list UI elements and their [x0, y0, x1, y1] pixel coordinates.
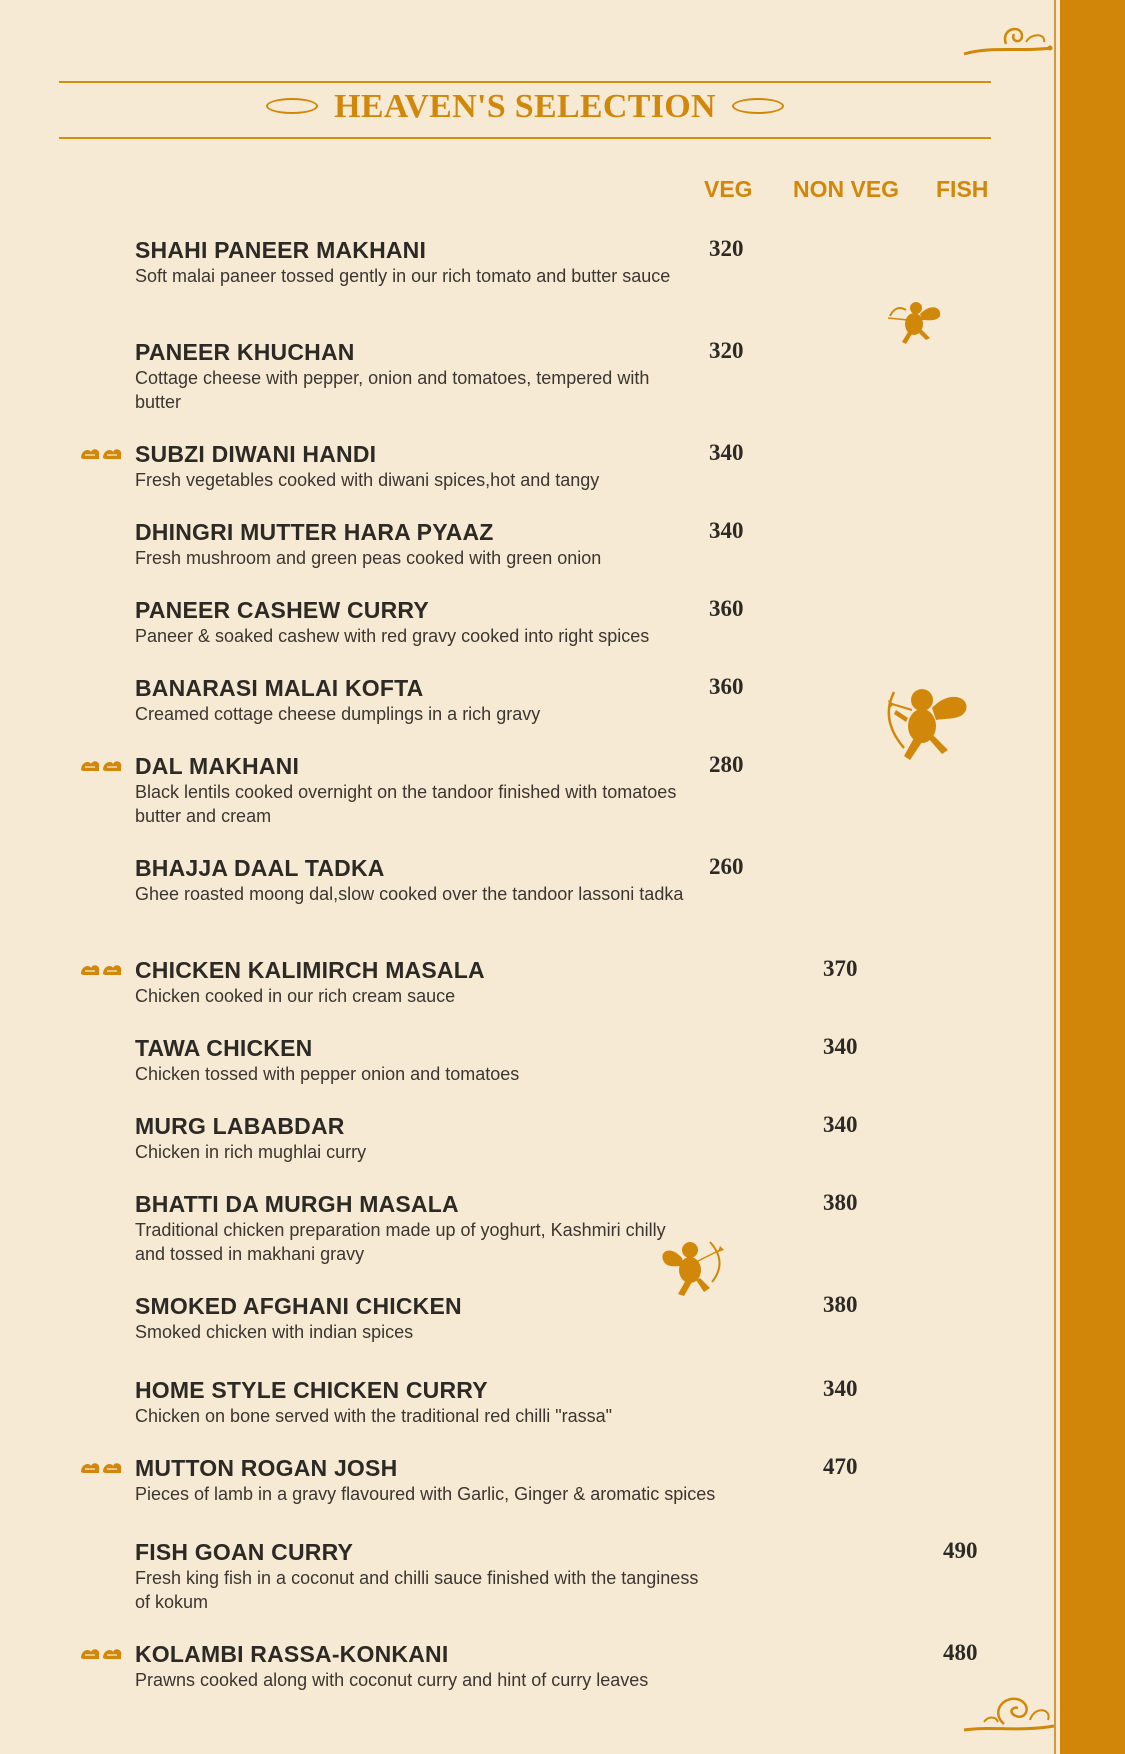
- item-name: BHATTI DA MURGH MASALA: [135, 1191, 459, 1217]
- menu-item: [135, 338, 1015, 414]
- item-price-non-veg: 470: [823, 1454, 858, 1479]
- item-price-non-veg: 340: [823, 1034, 858, 1059]
- item-name: DHINGRI MUTTER HARA PYAAZ: [135, 519, 494, 545]
- item-description: Chicken in rich mughlai curry: [135, 1142, 367, 1162]
- chef-hat-icon: [79, 1646, 125, 1662]
- menu-item: [135, 1112, 1015, 1164]
- item-price-non-veg: 380: [823, 1292, 858, 1317]
- menu-item: [135, 236, 1015, 288]
- menu-item: [135, 596, 1015, 648]
- item-description: Fresh king fish in a coconut and chilli sauce finished with the tanginess of kokum: [135, 1568, 699, 1612]
- item-description: Chicken cooked in our rich cream sauce: [135, 986, 456, 1006]
- menu-item: [135, 1292, 1015, 1344]
- item-price-non-veg: 340: [823, 1376, 858, 1401]
- menu-item: [135, 1034, 1015, 1086]
- item-description: Black lentils cooked overnight on the tandoor finished with tomatoes butter and cream: [135, 782, 677, 826]
- item-description: Creamed cottage cheese dumplings in a rich gravy: [135, 704, 541, 724]
- title-ornament-left: [266, 98, 318, 114]
- header-rule-bottom: [59, 137, 991, 139]
- item-description: Paneer & soaked cashew with red gravy cooked into right spices: [135, 626, 650, 646]
- menu-item: [135, 1454, 1015, 1506]
- item-name: MURG LABABDAR: [135, 1113, 345, 1139]
- item-description: Soft malai paneer tossed gently in our rich tomato and butter sauce: [135, 266, 671, 286]
- cupid-icon: [878, 680, 968, 766]
- item-description: Prawns cooked along with coconut curry and hint of curry leaves: [135, 1670, 649, 1690]
- item-description: Chicken tossed with pepper onion and tomatoes: [135, 1064, 520, 1084]
- item-price-veg: 320: [709, 236, 744, 261]
- border-line: [1054, 0, 1056, 1754]
- title-ornament-right: [732, 98, 784, 114]
- menu-item: [135, 854, 1015, 906]
- cupid-icon: [886, 298, 942, 346]
- item-description: Fresh vegetables cooked with diwani spices,hot and tangy: [135, 470, 600, 490]
- item-price-fish: 480: [943, 1640, 978, 1665]
- menu-item: [135, 1376, 1015, 1428]
- menu-item: [135, 1640, 1015, 1692]
- item-price-non-veg: 370: [823, 956, 858, 981]
- item-price-veg: 280: [709, 752, 744, 777]
- menu-item: [135, 440, 1015, 492]
- item-name: PANEER CASHEW CURRY: [135, 597, 429, 623]
- column-header-fish: FISH: [936, 176, 989, 202]
- menu-item: [135, 518, 1015, 570]
- item-description: Traditional chicken preparation made up of yoghurt, Kashmiri chilly and tossed in makhani gravy: [135, 1220, 666, 1264]
- cupid-icon: [660, 1236, 726, 1300]
- item-description: Smoked chicken with indian spices: [135, 1322, 414, 1342]
- item-name: DAL MAKHANI: [135, 753, 300, 779]
- item-name: CHICKEN KALIMIRCH MASALA: [135, 957, 485, 983]
- item-name: SHAHI PANEER MAKHANI: [135, 237, 427, 263]
- item-price-non-veg: 380: [823, 1190, 858, 1215]
- item-price-veg: 360: [709, 674, 744, 699]
- page-title: [0, 88, 1050, 126]
- title-text: HEAVEN'S SELECTION: [334, 88, 716, 125]
- menu-item: [135, 1190, 1015, 1266]
- item-price-veg: 320: [709, 338, 744, 363]
- side-bar: [1060, 0, 1125, 1754]
- item-price-veg: 340: [709, 518, 744, 543]
- swirl-ornament-top: [960, 18, 1056, 60]
- item-name: BANARASI MALAI KOFTA: [135, 675, 424, 701]
- item-price-veg: 340: [709, 440, 744, 465]
- header-rule-top: [59, 81, 991, 83]
- item-name: BHAJJA DAAL TADKA: [135, 855, 385, 881]
- column-header-veg: VEG: [704, 176, 753, 202]
- chef-hat-icon: [79, 1460, 125, 1476]
- item-price-veg: 260: [709, 854, 744, 879]
- chef-hat-icon: [79, 446, 125, 462]
- item-description: Chicken on bone served with the traditional red chilli "rassa": [135, 1406, 613, 1426]
- item-name: PANEER KHUCHAN: [135, 339, 355, 365]
- menu-item: [135, 956, 1015, 1008]
- item-description: Ghee roasted moong dal,slow cooked over the tandoor lassoni tadka: [135, 884, 684, 904]
- item-name: KOLAMBI RASSA-KONKANI: [135, 1641, 449, 1667]
- item-name: TAWA CHICKEN: [135, 1035, 313, 1061]
- item-name: HOME STYLE CHICKEN CURRY: [135, 1377, 488, 1403]
- item-price-fish: 490: [943, 1538, 978, 1563]
- chef-hat-icon: [79, 758, 125, 774]
- swirl-ornament-bottom: [960, 1686, 1056, 1736]
- item-name: SMOKED AFGHANI CHICKEN: [135, 1293, 462, 1319]
- item-description: Cottage cheese with pepper, onion and tomatoes, tempered with butter: [135, 368, 650, 412]
- item-name: SUBZI DIWANI HANDI: [135, 441, 377, 467]
- item-description: Fresh mushroom and green peas cooked with green onion: [135, 548, 602, 568]
- menu-item: [135, 1538, 1015, 1614]
- item-description: Pieces of lamb in a gravy flavoured with Garlic, Ginger & aromatic spices: [135, 1484, 716, 1504]
- item-price-veg: 360: [709, 596, 744, 621]
- column-header-non-veg: NON VEG: [793, 176, 900, 202]
- item-name: FISH GOAN CURRY: [135, 1539, 354, 1565]
- item-price-non-veg: 340: [823, 1112, 858, 1137]
- item-name: MUTTON ROGAN JOSH: [135, 1455, 398, 1481]
- chef-hat-icon: [79, 962, 125, 978]
